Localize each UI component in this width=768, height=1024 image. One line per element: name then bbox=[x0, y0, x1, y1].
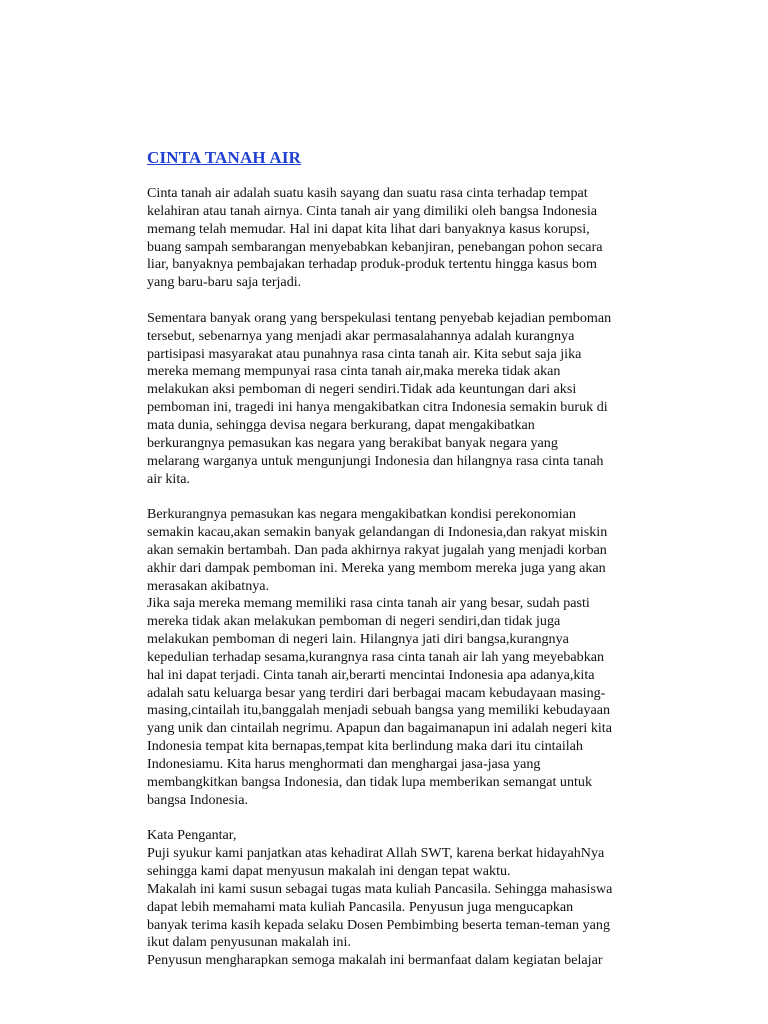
text-line: Makalah ini kami susun sebagai tugas mata kuliah Pancasila. Sehingga mahasiswa bbox=[147, 880, 613, 897]
text-line: Berkurangnya pemasukan kas negara mengakibatkan kondisi perekonomian bbox=[147, 506, 576, 523]
text-line: akan semakin bertambah. Dan pada akhirnya rakyat jugalah yang menjadi korban bbox=[147, 541, 607, 558]
paragraph-1 bbox=[147, 185, 665, 292]
text-line: membangkitkan bangsa Indonesia, dan tidak lupa memberikan semangat untuk bbox=[147, 773, 593, 790]
text-line: Indonesia tempat kita bernapas,tempat kita berlindung maka dari itu cintailah bbox=[147, 738, 583, 755]
text-line: Cinta tanah air adalah suatu kasih sayang dan suatu rasa cinta terhadap tempat bbox=[147, 185, 588, 201]
text-line: melakukan pemboman di negeri lain. Hilangnya jati diri bangsa,kurangnya bbox=[147, 631, 569, 648]
text-line: merasakan akibatnya. bbox=[147, 577, 270, 594]
document-title-link[interactable]: CINTA TANAH AIR bbox=[147, 148, 302, 167]
text-line: air kita. bbox=[147, 470, 191, 487]
paragraph-4 bbox=[147, 827, 665, 970]
text-line: bangsa Indonesia. bbox=[147, 791, 248, 808]
text-line: tersebut, sebenarnya yang menjadi akar permasalahannya adalah kurangnya bbox=[147, 327, 575, 344]
paragraph-spacer bbox=[147, 292, 665, 310]
document-page bbox=[147, 148, 665, 970]
text-line: Puji syukur kami panjatkan atas kehadirat Allah SWT, karena berkat hidayahNya bbox=[147, 845, 605, 862]
text-line: sehingga kami dapat menyusun makalah ini dengan tepat waktu. bbox=[147, 863, 511, 880]
text-line: Indonesiamu. Kita harus menghormati dan menghargai jasa-jasa yang bbox=[147, 756, 541, 772]
text-line: adalah satu keluarga besar yang terdiri dari berbagai macam kebudayaan masing- bbox=[147, 684, 606, 701]
paragraph-2 bbox=[147, 310, 665, 488]
text-line: partisipasi masyarakat atau punahnya rasa cinta tanah air. Kita sebut saja jika bbox=[147, 345, 582, 362]
text-line: yang baru-baru saja terjadi. bbox=[147, 274, 302, 291]
text-line: berkurangnya pemasukan kas negara yang berakibat banyak negara yang bbox=[147, 434, 558, 451]
text-line: mereka tidak akan melakukan pemboman di negeri sendiri,dan tidak juga bbox=[147, 613, 561, 630]
text-line: kelahiran atau tanah airnya. Cinta tanah air yang dimiliki oleh bangsa Indonesia bbox=[147, 202, 598, 219]
text-line: ikut dalam penyusunan makalah ini. bbox=[147, 934, 351, 951]
paragraph-spacer bbox=[147, 488, 665, 506]
text-line: yang unik dan cintailah negrimu. Apapun dan bagaimanapun ini adalah negeri kita bbox=[147, 720, 612, 737]
text-line: buang sampah sembarangan menyebabkan kebanjiran, penebangan pohon secara bbox=[147, 238, 603, 255]
text-line: masing,cintailah itu,banggalah menjadi sebuah bangsa yang memiliki kebudayaan bbox=[147, 702, 611, 719]
text-line: Penyusun mengharapkan semoga makalah ini bermanfaat dalam kegiatan belajar bbox=[147, 952, 603, 969]
text-line: dapat lebih memahami mata kuliah Pancasila. Penyusun juga mengucapkan bbox=[147, 898, 574, 915]
text-line: Jika saja mereka memang memiliki rasa cinta tanah air yang besar, sudah pasti bbox=[147, 595, 590, 612]
text-line: Sementara banyak orang yang berspekulasi tentang penyebab kejadian pemboman bbox=[147, 309, 612, 326]
text-line: banyak terima kasih kepada selaku Dosen Pembimbing beserta teman-teman yang bbox=[147, 916, 610, 933]
text-line: mata dunia, sehingga devisa negara berkurang, dapat mengakibatkan bbox=[147, 416, 535, 433]
text-line: liar, banyaknya pembajakan terhadap produk-produk tertentu hingga kasus bom bbox=[147, 256, 597, 273]
text-line: kepedulian terhadap sesama,kurangnya rasa cinta tanah air lah yang meyebabkan bbox=[147, 648, 605, 665]
text-line: Kata Pengantar, bbox=[147, 827, 237, 844]
paragraph-3 bbox=[147, 506, 665, 809]
text-line: pemboman ini, tragedi ini hanya mengakibatkan citra Indonesia semakin buruk di bbox=[147, 399, 608, 416]
text-line: memang telah memudar. Hal ini dapat kita lihat dari banyaknya kasus korupsi, bbox=[147, 220, 590, 237]
text-line: mereka memang mempunyai rasa cinta tanah air,maka mereka tidak akan bbox=[147, 363, 561, 380]
paragraph-spacer bbox=[147, 810, 665, 828]
text-line: melarang warganya untuk mengunjungi Indonesia dan hilangnya rasa cinta tanah bbox=[147, 452, 604, 469]
text-line: semakin kacau,akan semakin banyak gelandangan di Indonesia,dan rakyat miskin bbox=[147, 524, 608, 541]
text-line: melakukan aksi pemboman di negeri sendiri.Tidak ada keuntungan dari aksi bbox=[147, 381, 577, 398]
text-line: hal ini dapat terjadi. Cinta tanah air,berarti mencintai Indonesia apa adanya,kita bbox=[147, 666, 595, 683]
text-line: akhir dari dampak pemboman ini. Mereka yang membom mereka juga yang akan bbox=[147, 559, 606, 576]
